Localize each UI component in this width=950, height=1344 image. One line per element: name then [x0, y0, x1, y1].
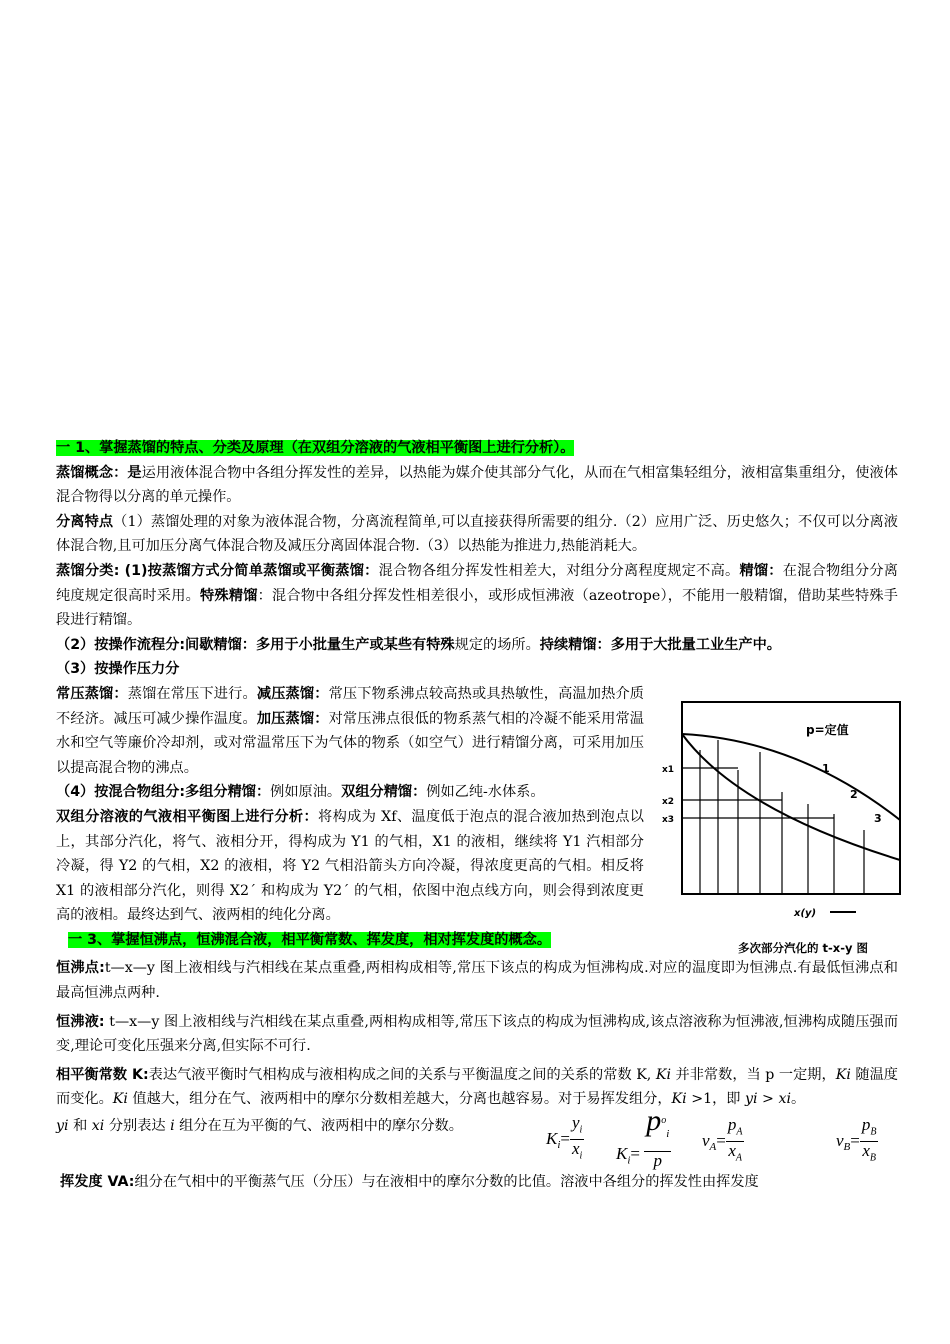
formula-vb: $v_B=$ $\frac{p_B}{x_B}$ — [836, 1115, 877, 1164]
p-const-label: p=定值 — [806, 723, 849, 737]
dew-line — [682, 734, 900, 820]
tick-x1: x1 — [662, 765, 675, 775]
tick-x3: x3 — [662, 815, 675, 825]
flow-paragraph: （2）按操作流程分:间歇精馏：多用于小批量生产或某些有特殊规定的场所。持续精馏：多用于大批量工业生产中。 — [56, 636, 781, 653]
document-body — [56, 436, 898, 1195]
section3-heading: 一 3、掌握恒沸点，恒沸混合液，相平衡常数、挥发度，相对挥发度的概念。 — [68, 931, 552, 948]
pressure-paragraph: 常压蒸馏：蒸馏在常压下进行。减压蒸馏：常压下物系沸点较高热或具热敏性，高温加热介质不经济。减压可减少操作温度。加压蒸馏：对常压沸点很低的物系蒸气相的冷凝不能采用常温水和空气等廉价冷却剂，或对常温常压下为气体的物系（如空气）进行精馏分离，可采用加压以提高混合物的沸点。 — [56, 685, 644, 776]
plot-frame — [682, 702, 900, 894]
feature-paragraph: 分离特点（1）蒸馏处理的对象为液体混合物，分离流程简单,可以直接获得所需要的组分.（2）应用广泛、历史悠久；不仅可以分离液体混合物,且可加压分离气体混合物及减压分离固体混合物.（3）以热能为推进力,热能消耗大。 — [56, 513, 898, 555]
figure-caption: 多次部分汽化的 t-x-y 图 — [738, 941, 868, 955]
volatility-paragraph: 挥发度 VA:组分在气相中的平衡蒸气压（分压）与在液相中的摩尔分数的比值。溶液中各组分的挥发性由挥发度 — [60, 1174, 759, 1191]
txy-diagram — [662, 700, 904, 970]
curve-label-3: 3 — [874, 812, 882, 825]
formula-k-p: $K_i=$ $\frac{p^o_i}{p}$ — [616, 1104, 670, 1171]
x-axis-label: x(y) — [794, 908, 817, 919]
txy-figure — [662, 700, 904, 970]
formula-va: $v_A=$ $\frac{p_A}{x_A}$ — [702, 1115, 743, 1164]
k-paragraph: 相平衡常数 K:表达气液平衡时气相构成与液相构成之间的关系与平衡温度之间的关系的常数 K, Ki 并非常数，当 p 一定期，Ki 随温度而变化。Ki 值越大，组分在气、液两相中的摩尔分数相差越大，分离也越容易。对于易挥发组分，Ki >1，即 yi > xi。 — [56, 1066, 898, 1108]
curve-label-1: 1 — [822, 762, 830, 775]
left-column — [56, 657, 644, 928]
azeotrope-point-paragraph: 恒沸点:t—x—y 图上液相线与汽相线在某点重叠,两相构成相等,常压下该点的构成为恒沸构成.对应的温度即为恒沸点.有最低恒沸点和最高恒沸点两种. — [56, 960, 898, 1002]
curve-label-2: 2 — [850, 788, 858, 801]
concept-paragraph: 蒸馏概念：是运用液体混合物中各组分挥发性的差异，以热能为媒介使其部分气化，从而在气相富集轻组分，液相富集重组分，使液体混合物得以分离的单元操作。 — [56, 464, 898, 506]
azeotrope-liquid-paragraph: 恒沸液: t—x—y 图上液相线与汽相线在某点重叠,两相构成相等,常压下该点的构成为恒沸构成,该点溶液称为恒沸液,恒沸构成随压强而变,理论可变化压强来分离,但实际不可行. — [56, 1013, 899, 1055]
formula-k-yx: $K_i=$ $\frac{y_i}{x_i}$ — [546, 1113, 583, 1162]
formula-row — [56, 1104, 898, 1171]
mixture-paragraph: （4）按混合物组分:多组分精馏：例如原油。双组分精馏：例如乙纯-水体系。 — [56, 784, 545, 801]
pressure-heading: （3）按操作压力分 — [56, 661, 180, 678]
section1-heading: 一 1、掌握蒸馏的特点、分类及原理（在双组分溶液的气液相平衡图上进行分析）。 — [56, 440, 575, 456]
analysis-paragraph: 双组分溶液的气液相平衡图上进行分析：将构成为 Xf、温度低于泡点的混合液加热到泡点以上，其部分汽化，将气、液相分开，得构成为 Y1 的气相，X1 的液相，继续将 Y1 汽相部分冷凝，得 Y2 的气相，X2 的液相，将 Y2 气相沿箭头方向冷凝，得浓度更高的气相。相反将 X1 的液相部分汽化，则得 X2´ 和构成为 Y2´ 的气相，依图中泡点线方向，则会得到浓度更高的液相。最终达到气、液两相的纯化分离。 — [56, 808, 644, 924]
classification-paragraph: 蒸馏分类: (1)按蒸馏方式分简单蒸馏或平衡蒸馏：混合物各组分挥发性相差大，对组分分离程度规定不高。精馏：在混合物组分分离纯度规定很高时采用。特殊精馏：混合物中各组分挥发性相差很小，或形成恒沸液（azeotrope），不能用一般精馏，借助某些特殊手段进行精馏。 — [56, 562, 898, 629]
tick-x2: x2 — [662, 797, 675, 807]
yx-sentence: yi 和 xi 分别表达 i 组分在互为平衡的气、液两相中的摩尔分数。 — [56, 1118, 463, 1135]
